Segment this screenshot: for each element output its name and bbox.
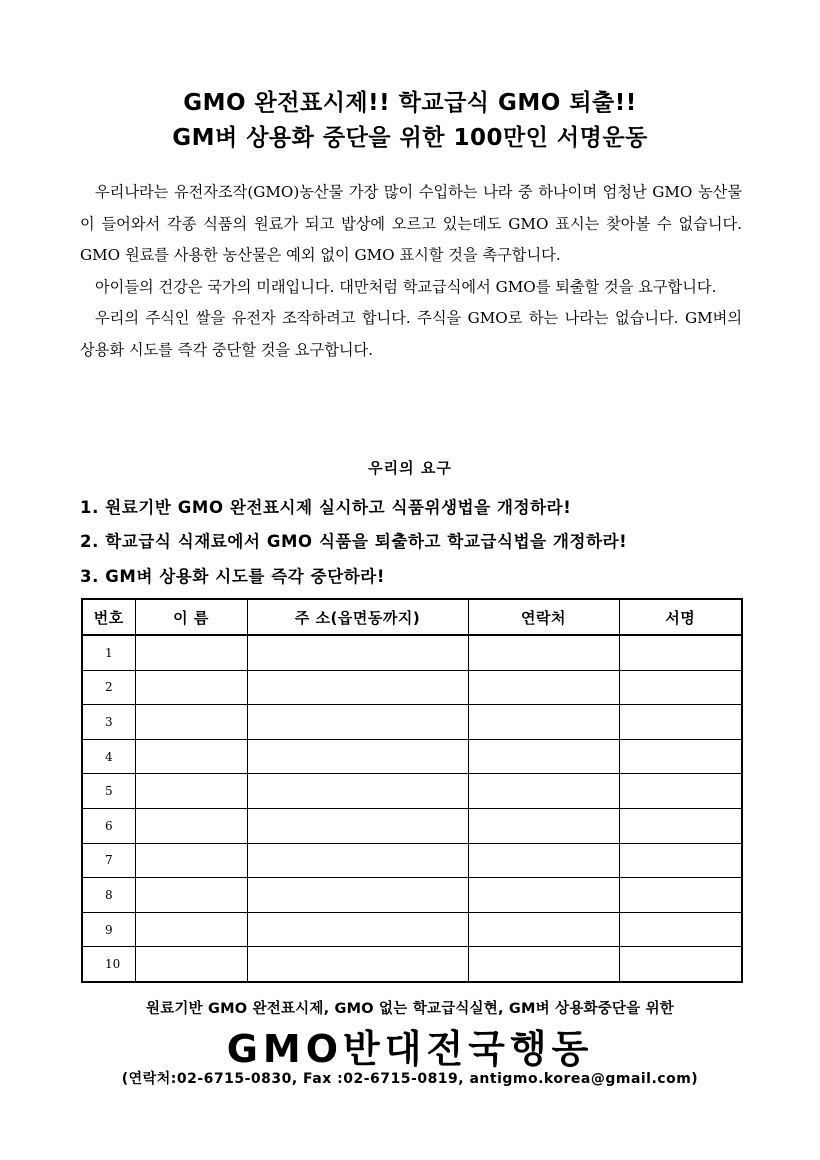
row-number: 5 (82, 774, 135, 809)
row-number: 9 (82, 912, 135, 947)
signature-cell[interactable] (619, 843, 742, 878)
header-name: 이 름 (135, 599, 247, 635)
signature-cell[interactable] (619, 947, 742, 982)
table-row (82, 670, 742, 705)
name-cell[interactable] (135, 843, 247, 878)
row-number: 8 (82, 878, 135, 913)
address-cell[interactable] (247, 912, 468, 947)
contact-info: (연락처:02-6715-0830, Fax :02-6715-0819, antigmo.korea@gmail.com) (121, 1071, 699, 1087)
address-cell[interactable] (247, 635, 468, 670)
signature-cell[interactable] (619, 705, 742, 740)
footer-slogan: 원료기반 GMO 완전표시제, GMO 없는 학교급식실현, GM벼 상용화중단을 위한 (145, 1001, 675, 1017)
row-number: 4 (82, 739, 135, 774)
intro-text (80, 177, 742, 366)
address-cell[interactable] (247, 808, 468, 843)
paragraph-gmo-labeling: 우리나라는 유전자조작(GMO)농산물 가장 많이 수입하는 나라 중 하나이며 엄청난 GMO 농산물이 들어와서 각종 식품의 원료가 되고 밥상에 오르고 있는데도 GMO 표시는 찾아볼 수 없습니다. GMO 원료를 사용한 농산물은 예외 없이 GMO 표시할 것을 촉구합니다. (80, 183, 742, 264)
address-cell[interactable] (247, 843, 468, 878)
name-cell[interactable] (135, 947, 247, 982)
signature-rows (82, 635, 742, 982)
title-line-1: GMO 완전표시제!! 학교급식 GMO 퇴출!! (183, 90, 637, 116)
row-number: 7 (82, 843, 135, 878)
contact-cell[interactable] (468, 774, 619, 809)
signature-cell[interactable] (619, 808, 742, 843)
signature-cell[interactable] (619, 739, 742, 774)
row-number: 6 (82, 808, 135, 843)
address-cell[interactable] (247, 705, 468, 740)
address-cell[interactable] (247, 947, 468, 982)
row-number: 10 (82, 947, 135, 982)
table-row (82, 947, 742, 982)
paragraph-gm-rice: 우리의 주식인 쌀을 유전자 조작하려고 합니다. 주식을 GMO로 하는 나라는 없습니다. GM벼의 상용화 시도를 즉각 중단할 것을 요구합니다. (80, 309, 742, 359)
demand-item-3: 3. GM벼 상용화 시도를 즉각 중단하라! (80, 567, 385, 586)
signature-cell[interactable] (619, 912, 742, 947)
name-cell[interactable] (135, 878, 247, 913)
contact-cell[interactable] (468, 878, 619, 913)
address-cell[interactable] (247, 739, 468, 774)
signature-cell[interactable] (619, 635, 742, 670)
address-cell[interactable] (247, 774, 468, 809)
row-number: 1 (82, 635, 135, 670)
contact-cell[interactable] (468, 808, 619, 843)
contact-cell[interactable] (468, 947, 619, 982)
contact-cell[interactable] (468, 635, 619, 670)
paragraph-school-meals: 아이들의 건강은 국가의 미래입니다. 대만처럼 학교급식에서 GMO를 퇴출할 것을 요구합니다. (95, 277, 717, 296)
title-line-2: GM벼 상용화 중단을 위한 100만인 서명운동 (172, 125, 648, 151)
header-signature: 서명 (619, 599, 742, 635)
signature-table (81, 598, 743, 983)
address-cell[interactable] (247, 670, 468, 705)
demand-item-2: 2. 학교급식 식재료에서 GMO 식품을 퇴출하고 학교급식법을 개정하라! (80, 532, 628, 551)
table-row (82, 739, 742, 774)
row-number: 2 (82, 670, 135, 705)
row-number: 3 (82, 705, 135, 740)
table-row (82, 843, 742, 878)
name-cell[interactable] (135, 635, 247, 670)
name-cell[interactable] (135, 808, 247, 843)
table-row (82, 705, 742, 740)
table-row (82, 878, 742, 913)
contact-cell[interactable] (468, 843, 619, 878)
name-cell[interactable] (135, 912, 247, 947)
header-contact: 연락처 (468, 599, 619, 635)
name-cell[interactable] (135, 705, 247, 740)
header-number: 번호 (82, 599, 135, 635)
signature-cell[interactable] (619, 878, 742, 913)
table-row (82, 808, 742, 843)
table-row (82, 774, 742, 809)
header-address: 주 소(읍면동까지) (247, 599, 468, 635)
table-header-row (82, 599, 742, 635)
name-cell[interactable] (135, 774, 247, 809)
demand-item-1: 1. 원료기반 GMO 완전표시제 실시하고 식품위생법을 개정하라! (80, 498, 572, 517)
name-cell[interactable] (135, 670, 247, 705)
demands-heading: 우리의 요구 (368, 459, 452, 477)
contact-cell[interactable] (468, 705, 619, 740)
signature-cell[interactable] (619, 670, 742, 705)
signature-cell[interactable] (619, 774, 742, 809)
contact-cell[interactable] (468, 912, 619, 947)
table-row (82, 912, 742, 947)
address-cell[interactable] (247, 878, 468, 913)
organization-name: GMO반대전국행동 (226, 1027, 594, 1071)
name-cell[interactable] (135, 739, 247, 774)
contact-cell[interactable] (468, 739, 619, 774)
contact-cell[interactable] (468, 670, 619, 705)
table-row (82, 635, 742, 670)
